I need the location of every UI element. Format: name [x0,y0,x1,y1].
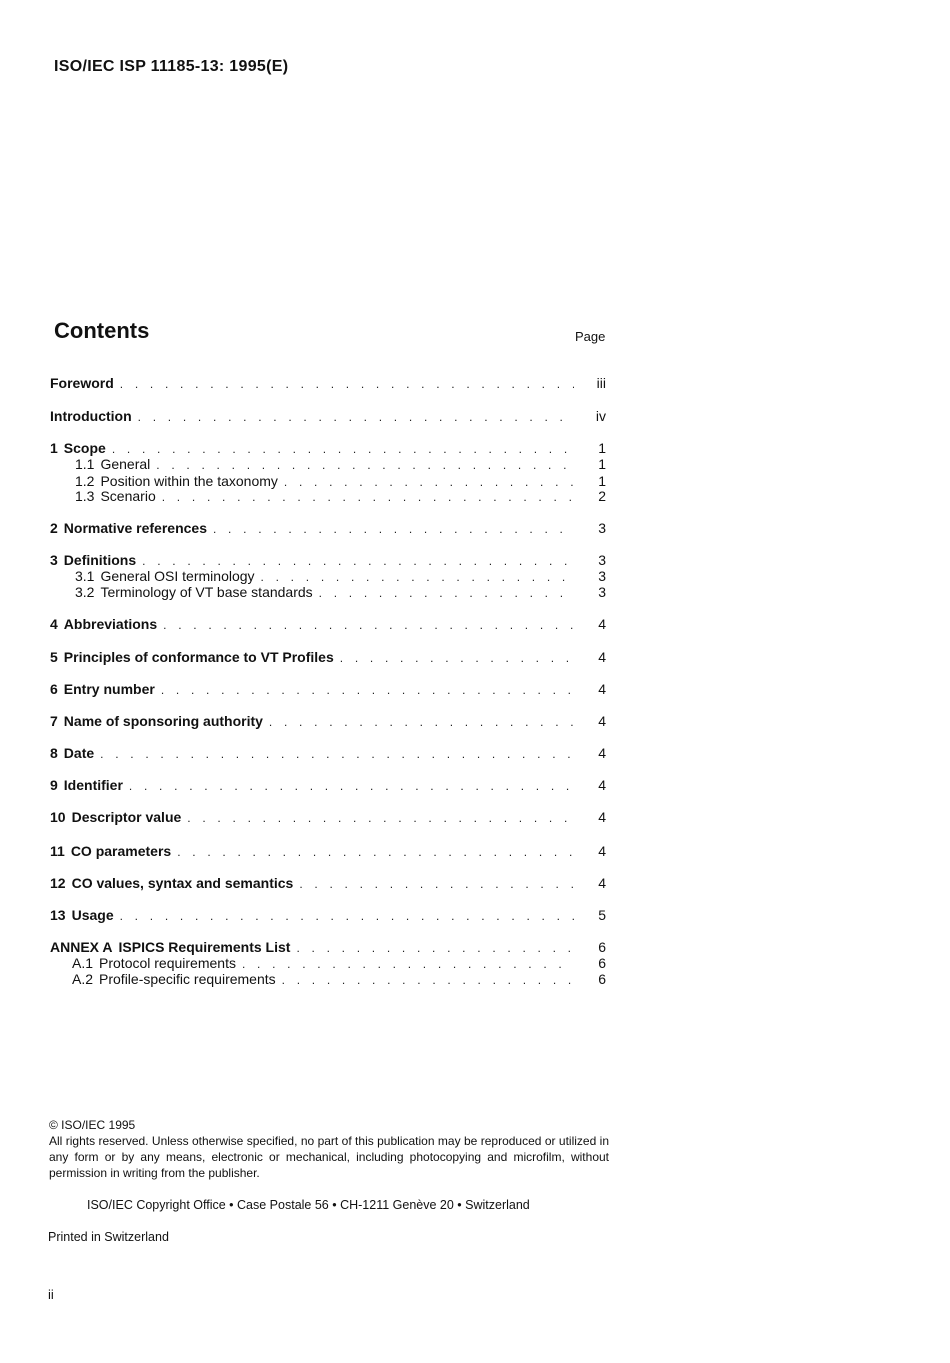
toc-entry-label: Position within the taxonomy [100,473,278,489]
toc-entry-identifier[interactable] [50,777,606,794]
toc-leader-dots [161,682,574,699]
toc-entry-normative-references[interactable] [50,520,606,537]
document-identifier: ISO/IEC ISP 11185-13: 1995(E) [54,58,289,75]
toc-entry-number: 9 [50,777,58,793]
toc-entry-label: Name of sponsoring authority [63,713,263,729]
toc-entry-label: Usage [71,907,114,923]
toc-entry-page: 1 [598,456,606,472]
toc-entry-label: Protocol requirements [99,955,236,971]
toc-entry-number: 13 [50,907,66,923]
rights-statement: All rights reserved. Unless otherwise specified, no part of this publication may be reproduced or utilized in any form or by any means, electronic or mechanical, including photocopying and microfilm, without permission in writing from the publisher. [49,1134,609,1180]
toc-entry-protocol-requirements[interactable] [72,955,606,972]
toc-entry-number: 4 [50,616,58,632]
toc-entry-page: 6 [598,971,606,987]
toc-leader-dots [120,376,574,393]
toc-entry-page: 4 [598,649,606,665]
toc-entry-number: 1 [50,440,58,456]
toc-entry-page: iv [595,408,606,424]
copyright-notice [49,1117,609,1181]
toc-entry-page: 1 [598,473,606,489]
toc-entry-number: 3 [50,552,58,568]
toc-entry-label: Identifier [63,777,123,793]
toc-entry-label: Descriptor value [71,809,182,825]
toc-entry-page: 3 [598,584,606,600]
toc-entry-label: CO values, syntax and semantics [71,875,294,891]
toc-entry-label: Entry number [63,681,155,697]
toc-entry-label: Date [63,745,95,761]
toc-entry-page: 2 [598,488,606,504]
toc-entry-page: 3 [598,568,606,584]
toc-entry-number: 12 [50,875,66,891]
toc-entry-label: Profile-specific requirements [99,971,276,987]
toc-entry-general-osi-terminology[interactable] [75,568,606,585]
toc-entry-page: 6 [598,955,606,971]
toc-entry-introduction[interactable] [50,408,606,425]
toc-entry-page: 4 [598,713,606,729]
toc-entry-principles-conformance[interactable] [50,649,606,666]
toc-entry-page: 6 [598,939,606,955]
copyright-office-address: ISO/IEC Copyright Office • Case Postale 56 • CH-1211 Genève 20 • Switzerland [87,1198,530,1212]
toc-entry-label: General [100,456,151,472]
toc-entry-label: Introduction [50,408,132,424]
toc-entry-number: 8 [50,745,58,761]
toc-entry-number: 6 [50,681,58,697]
toc-entry-sponsoring-authority[interactable] [50,713,606,730]
toc-entry-label: Terminology of VT base standards [100,584,313,600]
toc-entry-number: A.2 [72,971,94,987]
toc-entry-label: General OSI terminology [100,568,255,584]
toc-leader-dots [340,650,574,667]
toc-entry-date[interactable] [50,745,606,762]
toc-entry-profile-specific-requirements[interactable] [72,971,606,988]
toc-entry-number: 1.2 [75,473,95,489]
toc-entry-number: 5 [50,649,58,665]
toc-entry-number: 10 [50,809,66,825]
toc-entry-descriptor-value[interactable] [50,809,606,826]
toc-entry-foreword[interactable] [50,375,606,392]
toc-entry-co-values[interactable] [50,875,606,892]
toc-entry-number: A.1 [72,955,94,971]
toc-entry-number: 3.2 [75,584,95,600]
toc-entry-number: 3.1 [75,568,95,584]
toc-entry-number: 1.3 [75,488,95,504]
toc-entry-label: Scenario [100,488,156,504]
toc-entry-page: 4 [598,875,606,891]
toc-entry-label: CO parameters [70,843,172,859]
toc-entry-scope[interactable] [50,440,606,457]
page-column-label: Page [575,329,606,344]
toc-entry-scenario[interactable] [75,488,606,505]
toc-entry-page: 1 [598,440,606,456]
toc-entry-page: 4 [598,745,606,761]
toc-entry-number: 11 [50,843,65,859]
toc-entry-page: 4 [598,777,606,793]
toc-leader-dots [163,617,574,634]
toc-entry-number: 1.1 [75,456,95,472]
toc-entry-page: 4 [598,809,606,825]
toc-leader-dots [319,585,574,602]
toc-entry-label: Abbreviations [63,616,158,632]
toc-entry-page: 4 [598,843,606,859]
toc-leader-dots [162,489,574,506]
toc-entry-label: Foreword [50,375,114,391]
toc-entry-annex-a[interactable] [50,939,606,956]
toc-entry-label: ISPICS Requirements List [118,939,291,955]
toc-entry-label: Definitions [63,552,137,568]
toc-leader-dots [120,908,574,925]
toc-entry-label: Principles of conformance to VT Profiles [63,649,334,665]
toc-entry-number: 2 [50,520,58,536]
toc-entry-vt-terminology[interactable] [75,584,606,601]
copyright-line: © ISO/IEC 1995 [49,1118,136,1132]
toc-leader-dots [100,746,574,763]
toc-leader-dots [177,844,574,861]
toc-entry-definitions[interactable] [50,552,606,569]
toc-entry-label: Normative references [63,520,207,536]
toc-entry-co-parameters[interactable] [50,843,606,860]
printed-in-note: Printed in Switzerland [48,1230,169,1244]
toc-entry-entry-number[interactable] [50,681,606,698]
toc-entry-usage[interactable] [50,907,606,924]
toc-entry-page: 3 [598,552,606,568]
toc-entry-number: 7 [50,713,58,729]
toc-leader-dots [156,457,574,474]
toc-leader-dots [213,521,574,538]
toc-leader-dots [129,778,574,795]
toc-entry-page: 4 [598,616,606,632]
toc-entry-general[interactable] [75,456,606,473]
page-number: ii [48,1287,54,1302]
toc-leader-dots [138,409,574,426]
toc-entry-page: 5 [598,907,606,923]
toc-leader-dots [187,810,574,827]
toc-entry-page: 4 [598,681,606,697]
toc-leader-dots [299,876,574,893]
toc-entry-label: Scope [63,440,106,456]
toc-entry-page: 3 [598,520,606,536]
contents-heading: Contents [54,318,150,343]
toc-leader-dots [282,972,574,989]
toc-entry-abbreviations[interactable] [50,616,606,633]
toc-entry-number: ANNEX A [50,939,113,955]
toc-leader-dots [269,714,574,731]
toc-entry-page: iii [596,375,606,391]
